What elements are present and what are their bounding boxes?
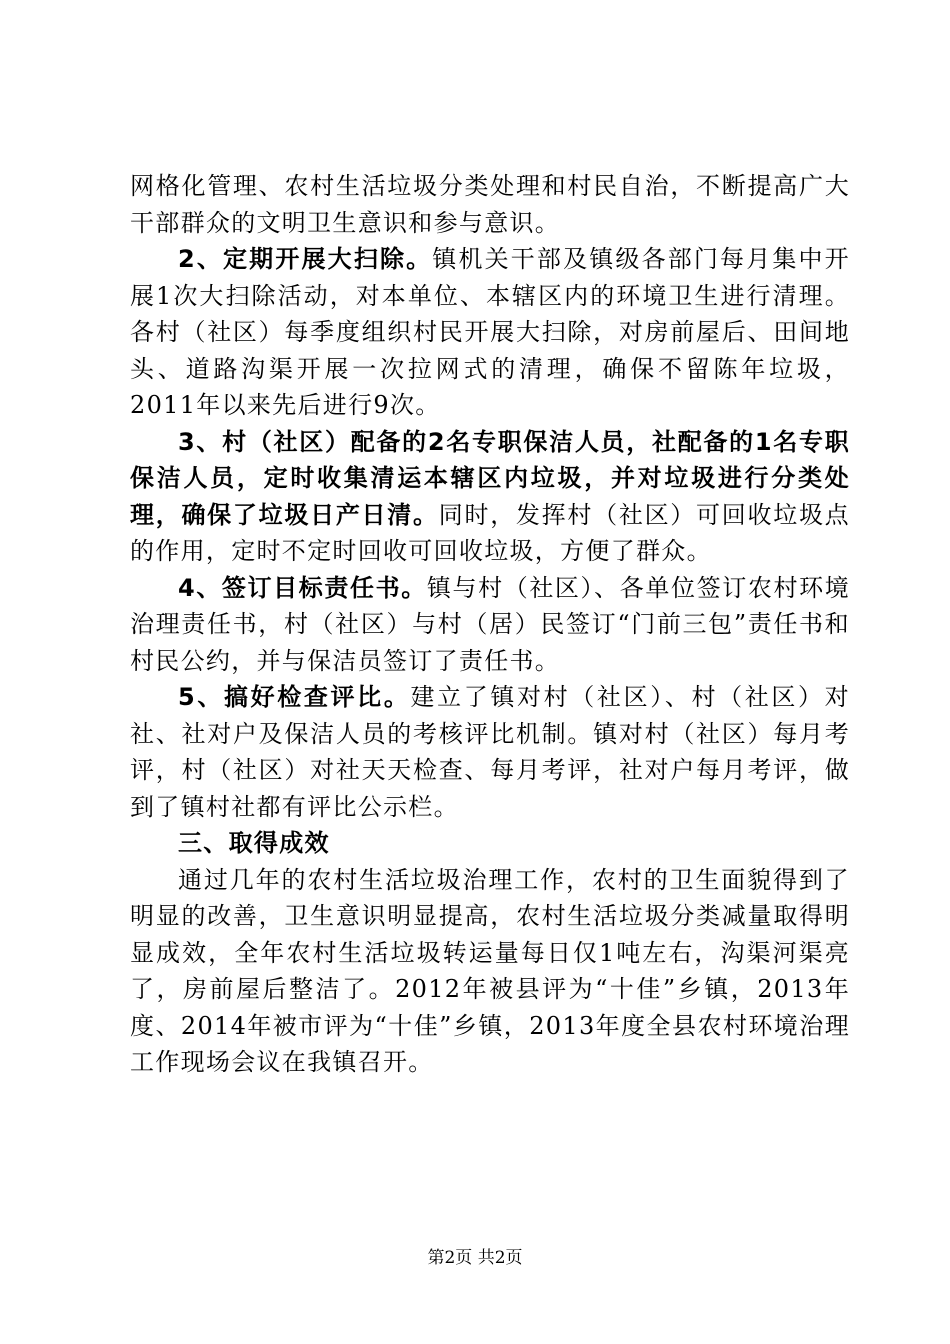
paragraph-text: 镇与村（社区）、各单位签订农村环境治理责任书，村（社区）与村（居）民签订“门前三包”责任书和村民公约，并与保洁员签订了责任书。 bbox=[130, 573, 850, 675]
paragraph-lead: 5、搞好检查评比。 bbox=[178, 683, 411, 711]
document-body bbox=[130, 168, 850, 1081]
paragraph-lead: 4、签订目标责任书。 bbox=[178, 573, 427, 602]
section-heading: 三、取得成效 bbox=[178, 829, 330, 857]
paragraph-item-2 bbox=[130, 241, 850, 424]
paragraph-item-4 bbox=[130, 570, 850, 680]
page-footer: 第2页 共2页 bbox=[427, 1248, 523, 1268]
paragraph-lead: 3、村（社区）配备的2名专职保洁人员，社配备的1名专职保洁人员，定时收集清运本辖区内垃圾，并对垃圾进行分类处理，确保了垃圾日产日清。 bbox=[130, 427, 850, 529]
section-paragraph: 通过几年的农村生活垃圾治理工作，农村的卫生面貌得到了明显的改善，卫生意识明显提高，农村生活垃圾分类减量取得明显成效，全年农村生活垃圾转运量每日仅1吨左右，沟渠河渠亮了，房前屋后整洁了。2012年被县评为“十佳”乡镇，2013年度、2014年被市评为“十佳”乡镇，2013年度全县农村环境治理工作现场会议在我镇召开。 bbox=[130, 865, 850, 1076]
paragraph-item-5 bbox=[130, 679, 850, 825]
paragraph-item-3 bbox=[130, 424, 850, 570]
paragraph-text: 同时，发挥村（社区）可回收垃圾点的作用，定时不定时回收可回收垃圾，方便了群众。 bbox=[130, 500, 850, 565]
paragraph-text: 镇机关干部及镇级各部门每月集中开展1次大扫除活动，对本单位、本辖区内的环境卫生进行清理。各村（社区）每季度组织村民开展大扫除，对房前屋后、田间地头、道路沟渠开展一次拉网式的清理，确保不留陈年垃圾，2011年以来先后进行9次。 bbox=[130, 245, 850, 419]
paragraph-text: 建立了镇对村（社区）、村（社区）对社、社对户及保洁人员的考核评比机制。镇对村（社区）每月考评，村（社区）对社天天检查、每月考评，社对户每月考评，做到了镇村社都有评比公示栏。 bbox=[130, 683, 850, 821]
paragraph-text: 网格化管理、农村生活垃圾分类处理和村民自治，不断提高广大干部群众的文明卫生意识和参与意识。 bbox=[130, 172, 850, 237]
paragraph-continuation bbox=[130, 168, 850, 241]
paragraph-lead: 2、定期开展大扫除。 bbox=[178, 245, 433, 273]
